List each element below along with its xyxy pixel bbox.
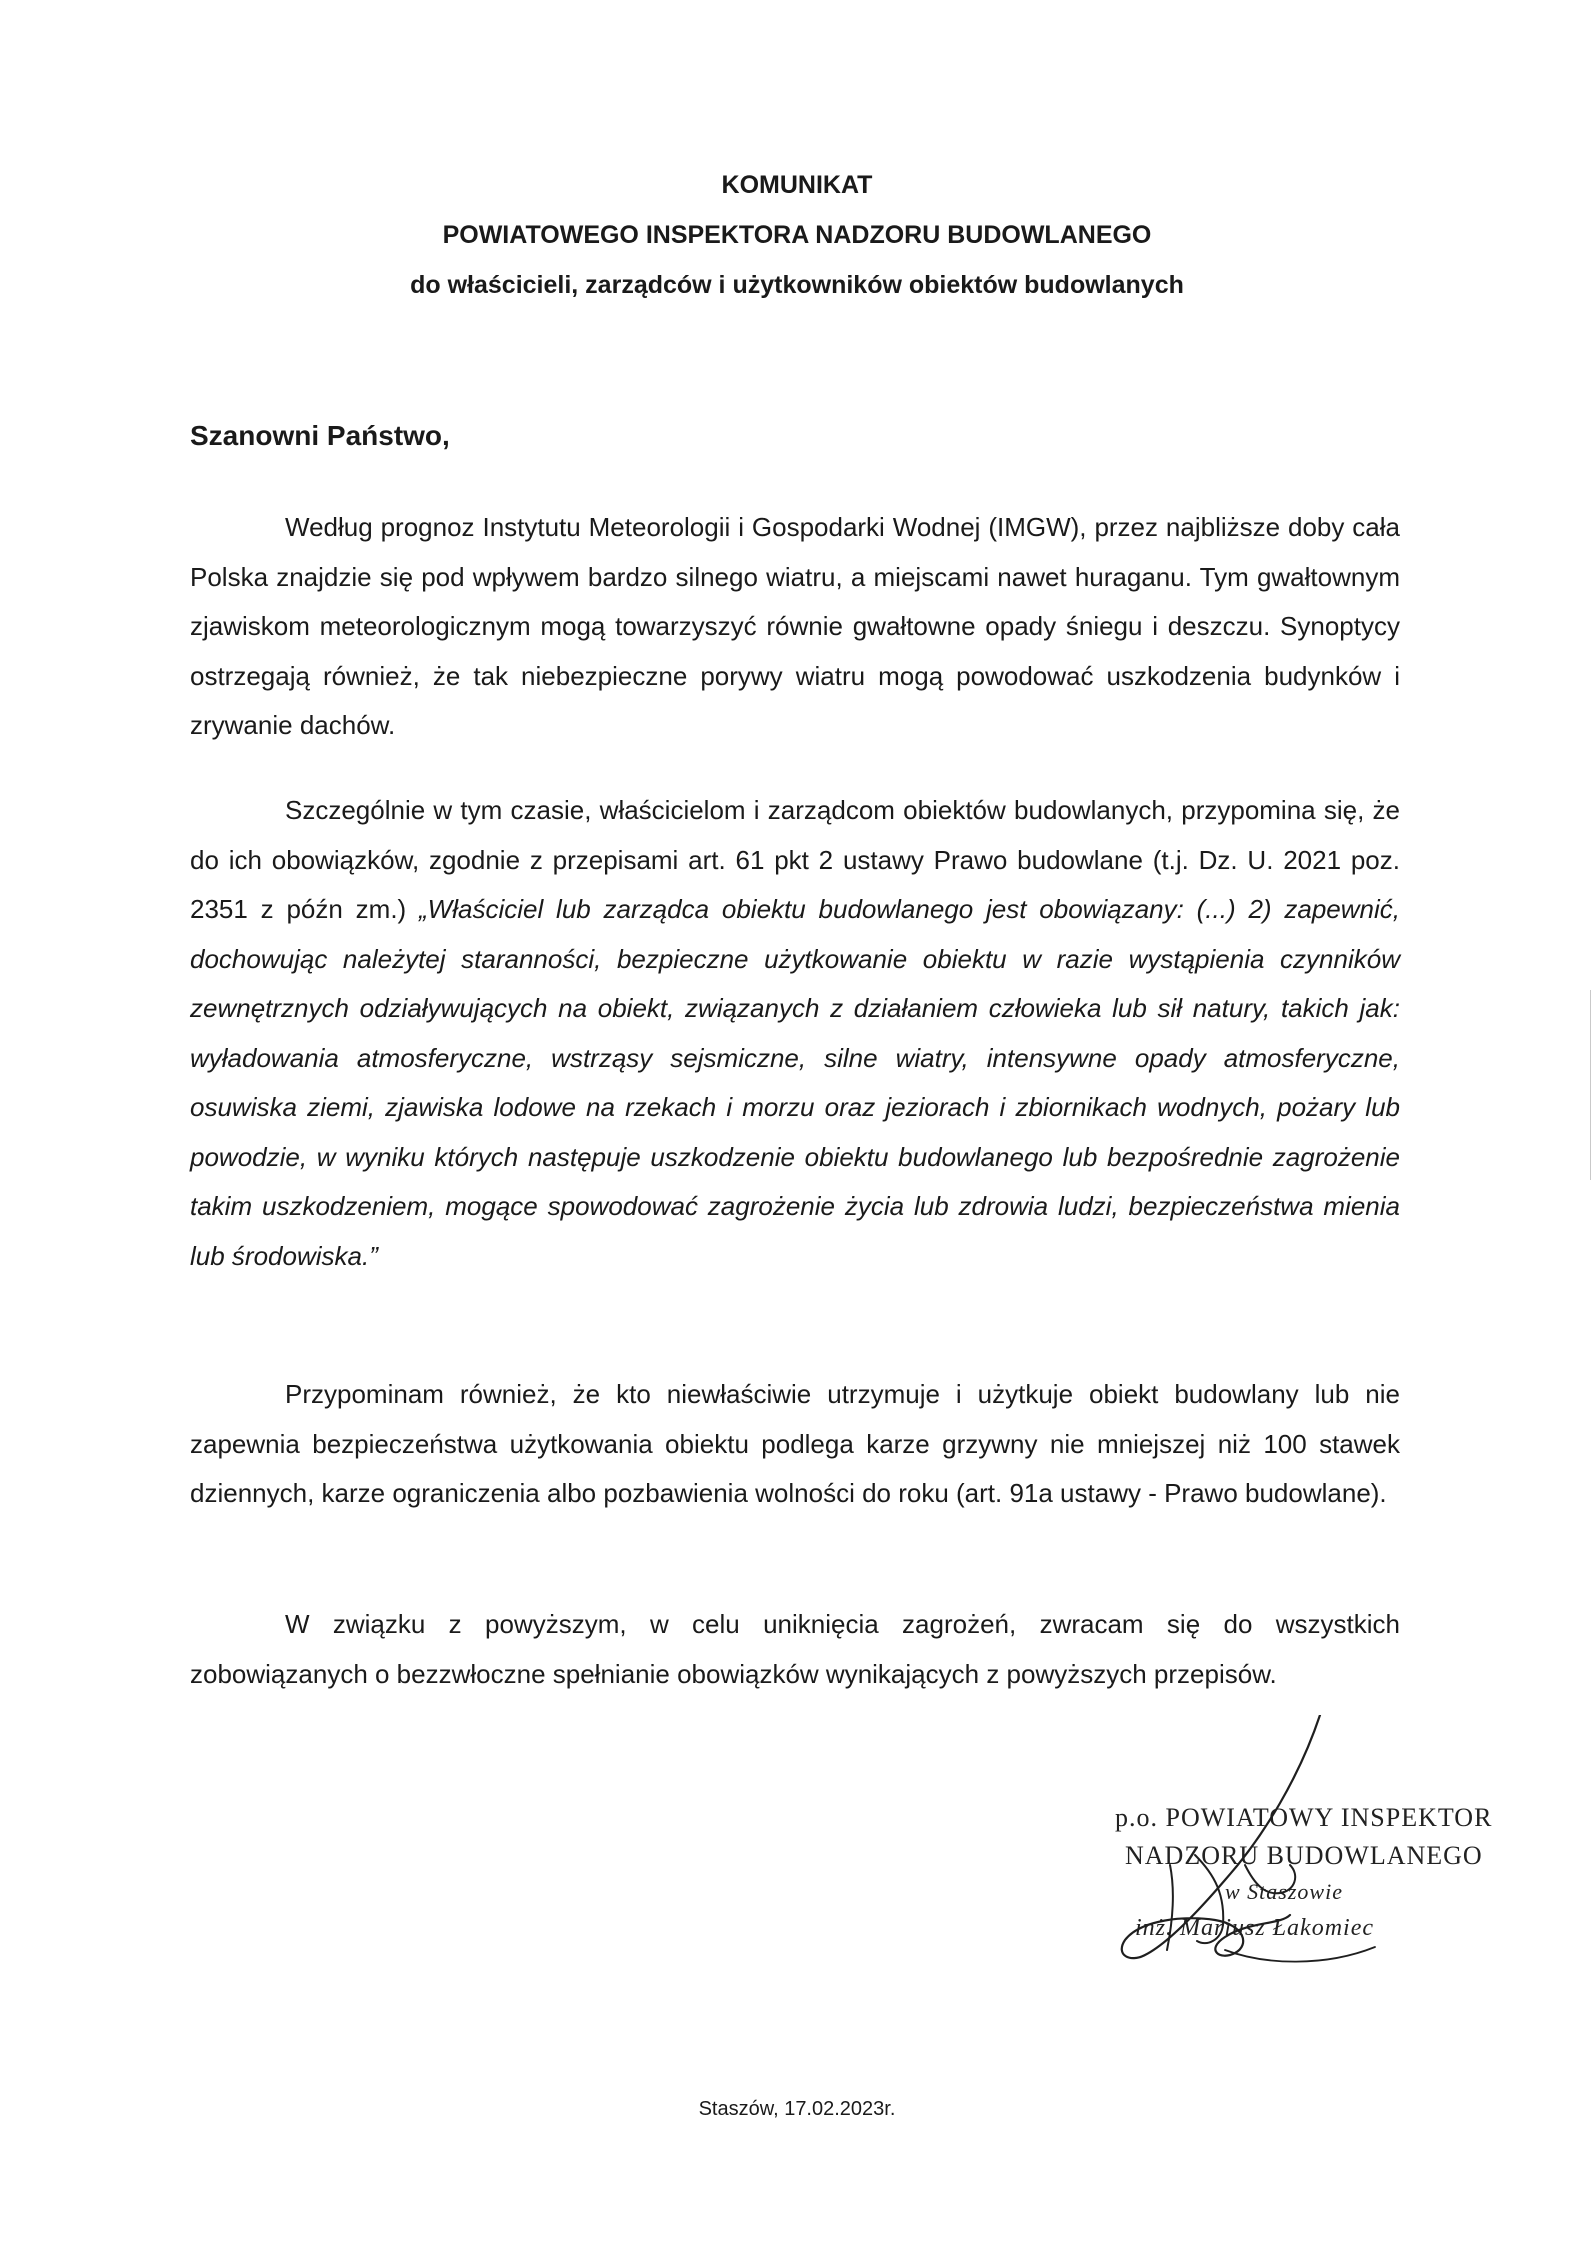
paragraph-obligations <box>190 786 1400 1281</box>
paragraph-obligations-quote: „Właściciel lub zarządca obiektu budowlanego jest obowiązany: (...) 2) zapewnić, dochowując należytej staranności, bezpieczne użytkowanie obiektu w razie wystąpienia czynników zewnętrznych odziaływujących na obiekt, związanych z działaniem człowieka lub sił natury, takich jak: wyładowania atmosferyczne, wstrząsy sejsmiczne, silne wiatry, intensywne opady atmosferyczne, osuwiska ziemi, zjawiska lodowe na rzekach i morzu oraz jeziorach i zbiornikach wodnych, pożary lub powodzie, w wyniku których następuje uszkodzenie obiektu budowlanego lub bezpośrednie zagrożenie takim uszkodzeniem, mogące spowodować zagrożenie życia lub zdrowia ludzi, bezpieczeństwa mienia lub środowiska.” <box>190 894 1400 1271</box>
salutation: Szanowni Państwo, <box>190 420 450 451</box>
paragraph-appeal-text: W związku z powyższym, w celu uniknięcia zagrożeń, zwracam się do wszystkich zobowiązanych o bezzwłoczne spełnianie obowiązków wynikających z powyższych przepisów. <box>190 1609 1400 1689</box>
stamp-line-location: w Staszowie <box>1225 1879 1343 1904</box>
paragraph-obligations-lead: Szczególnie w tym czasie, właścicielom i zarządcom obiektów budowlanych, przypomina się, że do ich obowiązków, zgodnie z przepisami art. 61 pkt 2 ustawy Prawo budowlane (t.j. Dz. U. 2021 poz. 2351 z późn zm.) <box>190 795 1400 924</box>
place-and-date: Staszów, 17.02.2023r. <box>698 2098 896 2120</box>
stamp-line-title: p.o. POWIATOWY INSPEKTOR <box>1115 1803 1493 1832</box>
header-title: KOMUNIKAT <box>721 171 873 199</box>
header-authority: POWIATOWEGO INSPEKTORA NADZORU BUDOWLANEGO <box>442 221 1152 249</box>
paragraph-forecast <box>190 503 1400 751</box>
header-addressees: do właścicieli, zarządców i użytkowników obiektów budowlanych <box>410 271 1184 299</box>
paragraph-appeal <box>190 1600 1400 1699</box>
paragraph-penalty <box>190 1370 1400 1519</box>
document-header <box>0 160 1594 310</box>
handwritten-signature-icon <box>1075 1715 1405 1975</box>
paragraph-forecast-text: Według prognoz Instytutu Meteorologii i Gospodarki Wodnej (IMGW), przez najbliższe doby cała Polska znajdzie się pod wpływem bardzo silnego wiatru, a miejscami nawet huraganu. Tym gwałtownym zjawiskom meteorologicznym mogą towarzyszyć równie gwałtowne opady śniegu i deszczu. Synoptycy ostrzegają również, że tak niebezpieczne porywy wiatru mogą powodować uszkodzenia budynków i zrywanie dachów. <box>190 512 1400 740</box>
official-stamp <box>1095 1795 1493 1975</box>
stamp-line-name: inż. Mariusz Łakomiec <box>1135 1915 1374 1941</box>
stamp-line-office: NADZORU BUDOWLANEGO <box>1125 1841 1483 1870</box>
paragraph-penalty-text: Przypominam również, że kto niewłaściwie utrzymuje i użytkuje obiekt budowlany lub nie zapewnia bezpieczeństwa użytkowania obiektu podlega karze grzywny nie mniejszej niż 100 stawek dziennych, karze ograniczenia albo pozbawienia wolności do roku (art. 91a ustawy - Prawo budowlane). <box>190 1379 1400 1508</box>
scan-edge-mark <box>1590 990 1591 1180</box>
